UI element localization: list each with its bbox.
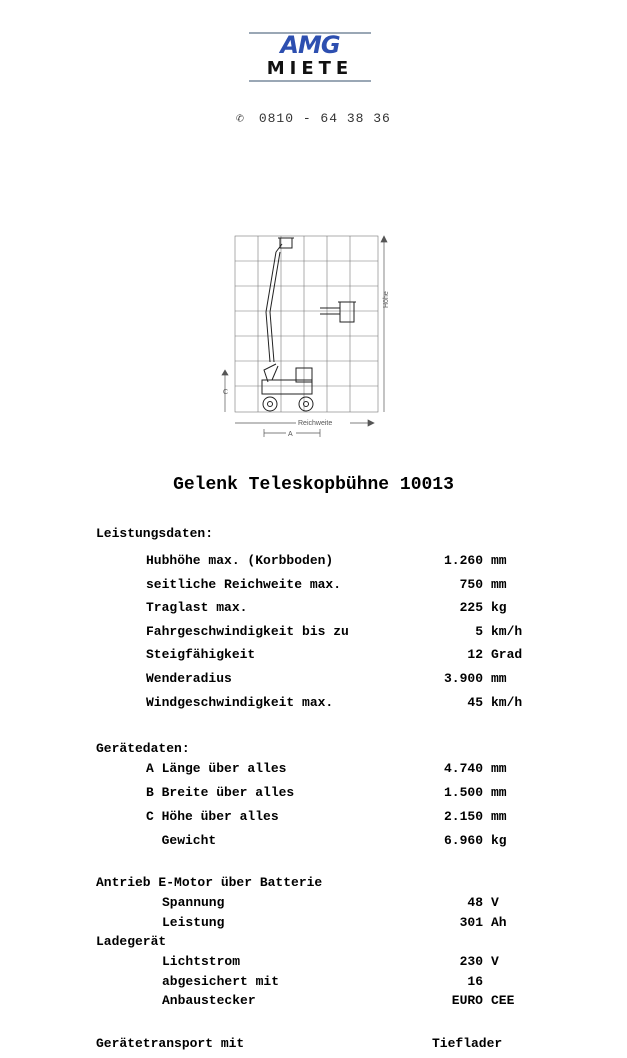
spec-label: Spannung xyxy=(162,895,225,910)
spec-label: Traglast max. xyxy=(146,600,248,616)
spec-row xyxy=(0,600,627,618)
spec-value: 301 xyxy=(459,914,483,930)
spec-value: 5 xyxy=(475,623,483,639)
logo-amg: AMG xyxy=(280,31,340,59)
spec-row xyxy=(0,915,627,933)
spec-row xyxy=(0,833,627,851)
phone-icon: ✆ xyxy=(236,111,245,126)
logo-miete: MIETE xyxy=(266,58,354,79)
spec-row xyxy=(0,553,627,571)
spec-value: 12 xyxy=(467,647,483,663)
spec-row xyxy=(0,954,627,972)
spec-label: Gewicht xyxy=(146,833,217,848)
spec-value: 1.260 xyxy=(443,553,483,568)
spec-label: Lichtstrom xyxy=(162,954,241,969)
spec-label: Steigfähigkeit xyxy=(146,647,256,663)
spec-label: A Länge über alles xyxy=(146,761,287,776)
spec-unit: mm xyxy=(491,785,507,800)
spec-value: 2.150 xyxy=(443,809,483,824)
spec-label: Hubhöhe max. (Korbboden) xyxy=(146,553,334,568)
spec-unit: mm xyxy=(491,553,507,568)
phone-line xyxy=(236,111,391,126)
spec-value: 750 xyxy=(459,576,483,592)
section-leistungsdaten: Leistungsdaten: xyxy=(96,526,214,541)
spec-value: 225 xyxy=(459,600,483,616)
spec-label: Leistung xyxy=(162,914,225,930)
spec-label: C Höhe über alles xyxy=(146,809,279,824)
spec-unit: mm xyxy=(491,576,507,592)
height-label: Höhe xyxy=(383,291,390,308)
spec-unit: km/h xyxy=(491,694,523,710)
spec-value: 1.500 xyxy=(443,785,483,800)
transport-value: Tieflader xyxy=(432,1036,503,1051)
phone-number[interactable]: 0810 - 64 38 36 xyxy=(258,111,391,126)
spec-row xyxy=(0,785,627,803)
spec-label: B Breite über alles xyxy=(146,785,295,800)
spec-row xyxy=(0,695,627,713)
spec-row xyxy=(0,974,627,992)
platform-drawing xyxy=(218,232,393,438)
spec-row xyxy=(0,647,627,665)
width-label: Reichweite xyxy=(298,420,333,427)
spec-row xyxy=(0,761,627,779)
spec-label: Anbaustecker xyxy=(162,993,256,1009)
spec-row xyxy=(0,671,627,689)
spec-value: 3.900 xyxy=(443,671,483,686)
spec-unit: CEE xyxy=(491,993,515,1009)
page-title: Gelenk Teleskopbühne 10013 xyxy=(173,475,454,495)
spec-unit: mm xyxy=(491,809,507,824)
spec-unit: kg xyxy=(491,600,507,616)
spec-unit: mm xyxy=(491,671,507,686)
spec-value: 45 xyxy=(467,694,483,710)
spec-unit: Grad xyxy=(491,647,523,663)
spec-value: 230 xyxy=(459,954,483,969)
spec-unit: km/h xyxy=(491,623,523,639)
spec-value: 4.740 xyxy=(443,761,483,776)
spec-label: Windgeschwindigkeit max. xyxy=(146,694,334,710)
transport-row xyxy=(0,1036,627,1054)
a-label: A xyxy=(288,431,293,438)
spec-label: abgesichert mit xyxy=(162,973,280,989)
spec-label: Wenderadius xyxy=(146,671,232,686)
spec-value: EURO xyxy=(451,993,483,1009)
section-ladegeraet: Ladegerät xyxy=(96,934,167,949)
transport-label: Gerätetransport mit xyxy=(96,1036,245,1051)
spec-row xyxy=(0,993,627,1011)
section-antrieb: Antrieb E-Motor über Batterie xyxy=(96,875,323,890)
spec-label: seitliche Reichweite max. xyxy=(146,576,342,592)
spec-unit: Ah xyxy=(491,914,507,930)
spec-row xyxy=(0,809,627,827)
c-label: C xyxy=(223,389,229,396)
section-geraetedaten: Gerätedaten: xyxy=(96,741,190,756)
spec-unit: kg xyxy=(491,833,507,848)
spec-unit: V xyxy=(491,954,499,969)
spec-value: 6.960 xyxy=(443,833,483,848)
spec-value: 16 xyxy=(467,973,483,989)
spec-value: 48 xyxy=(467,895,483,910)
spec-label: Fahrgeschwindigkeit bis zu xyxy=(146,623,349,639)
amg-miete-logo xyxy=(249,32,373,82)
spec-unit: mm xyxy=(491,761,507,776)
spec-row xyxy=(0,624,627,642)
spec-row xyxy=(0,895,627,913)
spec-unit: V xyxy=(491,895,499,910)
spec-row xyxy=(0,577,627,595)
